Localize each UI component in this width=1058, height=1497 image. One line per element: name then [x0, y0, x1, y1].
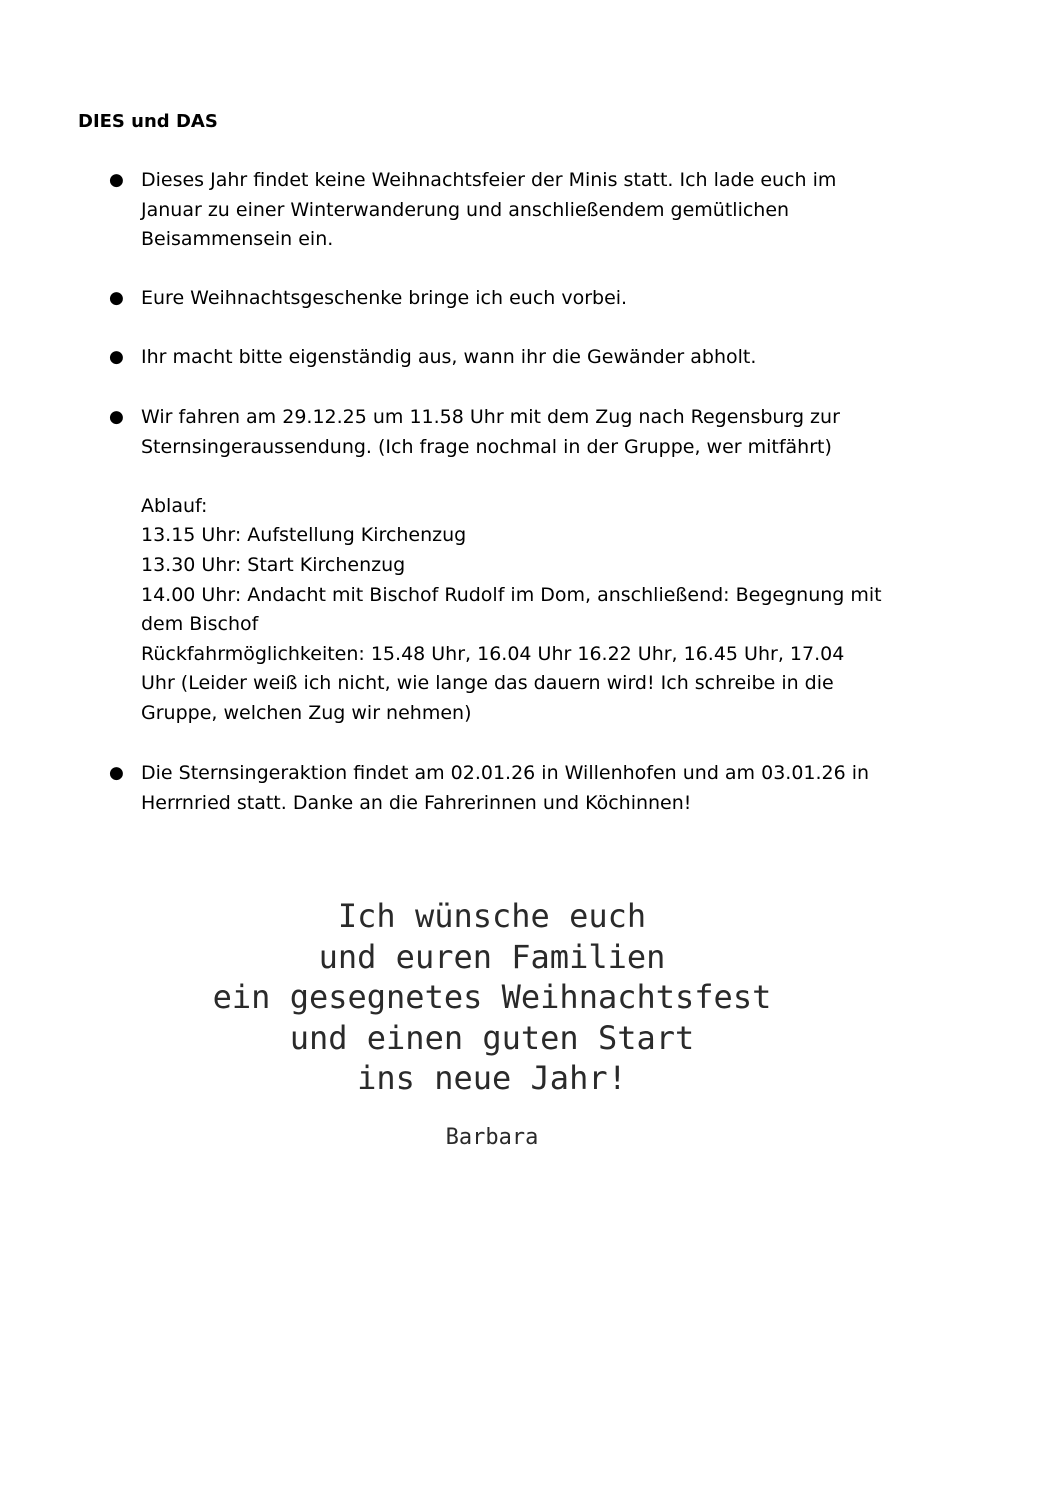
- schedule-line: Ablauf:: [141, 494, 208, 517]
- bullet-icon: ●: [109, 407, 124, 427]
- bullet-item-christmas-party: [109, 166, 921, 255]
- schedule-line: Uhr (Leider weiß ich nicht, wie lange das dauern wird! Ich schreibe in die: [141, 672, 834, 695]
- bullet-icon: ●: [109, 347, 124, 367]
- bullet-icon: ●: [109, 170, 124, 190]
- greeting-line: und einen guten Start: [289, 1018, 695, 1057]
- greeting-line: ins neue Jahr!: [357, 1059, 627, 1097]
- schedule-line: Gruppe, welchen Zug wir nehmen): [141, 701, 472, 724]
- greeting-line: und euren Familien: [318, 937, 666, 976]
- bullet-line: Eure Weihnachtsgeschenke bringe ich euch vorbei.: [141, 287, 628, 309]
- schedule-line: dem Bischof: [141, 613, 259, 636]
- bullet-item-gifts: [109, 284, 921, 314]
- bullet-line: Die Sternsingeraktion findet am 02.01.26 in Willenhofen und am 03.01.26 in: [141, 762, 870, 784]
- bullet-line: Herrnried statt. Danke an die Fahrerinnen und Köchinnen!: [141, 791, 692, 814]
- bullet-line: Wir fahren am 29.12.25 um 11.58 Uhr mit dem Zug nach Regensburg zur: [141, 406, 840, 428]
- schedule-line: Rückfahrmöglichkeiten: 15.48 Uhr, 16.04 Uhr 16.22 Uhr, 16.45 Uhr, 17.04: [141, 642, 845, 665]
- bullet-line: Januar zu einer Winterwanderung und anschließendem gemütlichen: [141, 198, 790, 221]
- spacer: [141, 462, 921, 492]
- bullet-line: Beisammensein ein.: [141, 228, 334, 251]
- christmas-greeting: [0, 896, 984, 1099]
- schedule-line: 13.15 Uhr: Aufstellung Kirchenzug: [141, 524, 467, 547]
- bullet-line: Ihr macht bitte eigenständig aus, wann ihr die Gewänder abholt.: [141, 346, 757, 368]
- bullet-icon: ●: [109, 763, 124, 783]
- bullet-item-regensburg-trip: [109, 403, 921, 729]
- greeting-line: ein gesegnetes Weihnachtsfest: [212, 978, 772, 1016]
- schedule-line: 13.30 Uhr: Start Kirchenzug: [141, 553, 406, 576]
- section-heading: DIES und DAS: [78, 111, 218, 132]
- bullet-icon: ●: [109, 288, 124, 308]
- bullet-item-star-singers: [109, 759, 921, 818]
- bullet-line: Sternsingeraussendung. (Ich frage nochmal in der Gruppe, wer mitfährt): [141, 435, 832, 458]
- bullet-item-robes: [109, 343, 921, 373]
- schedule-line: 14.00 Uhr: Andacht mit Bischof Rudolf im Dom, anschließend: Begegnung mit: [141, 583, 882, 606]
- greeting-line: Ich wünsche euch: [337, 897, 647, 935]
- signature: Barbara: [445, 1125, 539, 1150]
- bullet-line: Dieses Jahr findet keine Weihnachtsfeier der Minis statt. Ich lade euch im: [141, 169, 837, 191]
